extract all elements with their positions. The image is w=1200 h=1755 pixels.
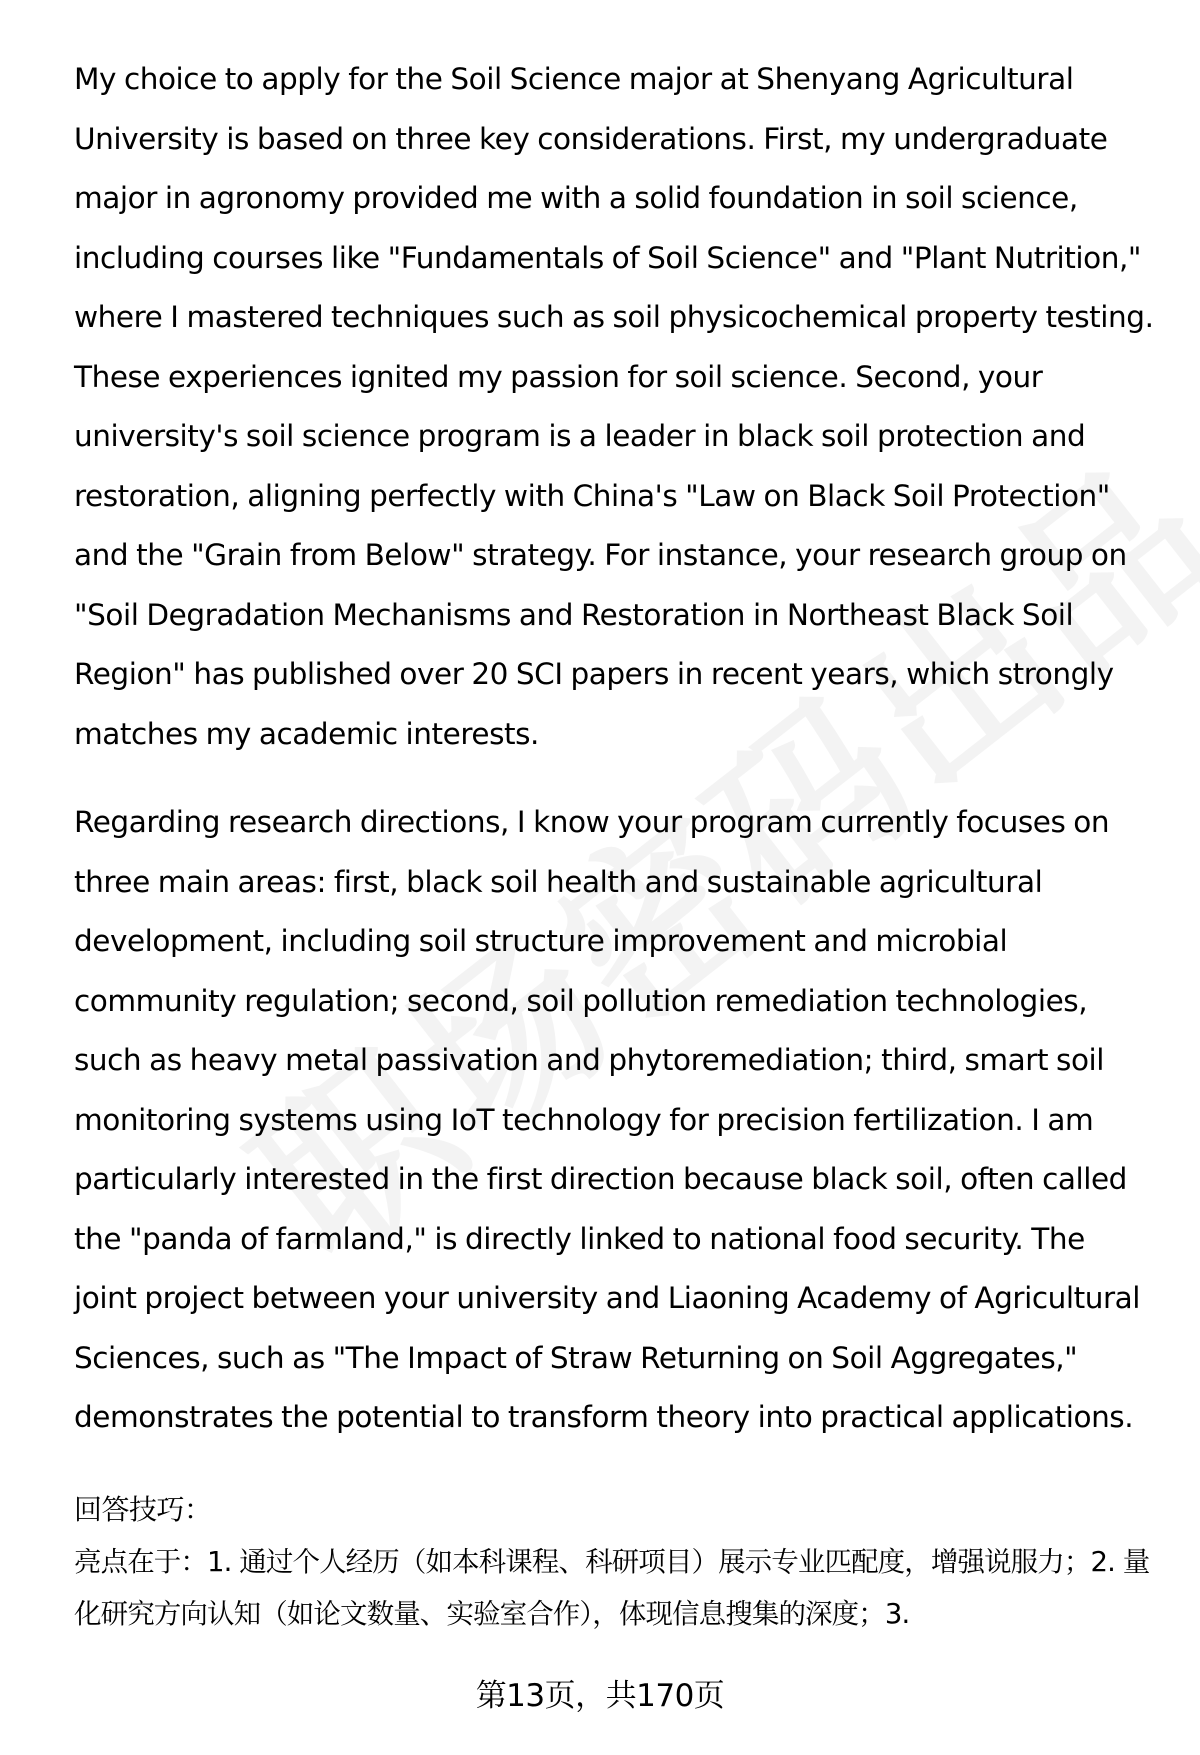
paragraph-research-directions: Regarding research directions, I know your program currently focuses on three main areas: first, black soil health and sustainable agricultural development, including soil structure improvement and microbial community regulation; second, soil pollution remediation technologies, such as heavy metal passivation and phytoremediation; third, smart soil monitoring systems using IoT technology for precision fertilization. I am particularly interested in the first direction because black soil, often called the "panda of farmland," is directly linked to national food security. The joint project between your university and Liaoning Academy of Agricultural Sciences, such as "The Impact of Straw Returning on Soil Aggregates," demonstrates the potential to transform theory into practical applications. (74, 805, 1141, 1434)
page-indicator: 第13页，共170页 (475, 1678, 725, 1714)
tips-title: 回答技巧： (74, 1493, 212, 1526)
tips-body: 亮点在于：1. 通过个人经历（如本科课程、科研项目）展示专业匹配度，增强说服力；2. 量化研究方向认知（如论文数量、实验室合作），体现信息搜集的深度；3. (74, 1546, 1150, 1630)
answer-tips (74, 1484, 1154, 1640)
paragraph-motivation: My choice to apply for the Soil Science major at Shenyang Agricultural University is based on three key considerations. First, my undergraduate major in agronomy provided me with a solid foundation in soil science, including courses like "Fundamentals of Soil Science" and "Plant Nutrition," where I mastered techniques such as soil physicochemical property testing. These experiences ignited my passion for soil science. Second, your university's soil science program is a leader in black soil protection and restoration, aligning perfectly with China's "Law on Black Soil Protection" and the "Grain from Below" strategy. For instance, your research group on "Soil Degradation Mechanisms and Restoration in Northeast Black Soil Region" has published over 20 SCI papers in recent years, which strongly matches my academic interests. (74, 62, 1154, 751)
main-content (74, 50, 1154, 1448)
